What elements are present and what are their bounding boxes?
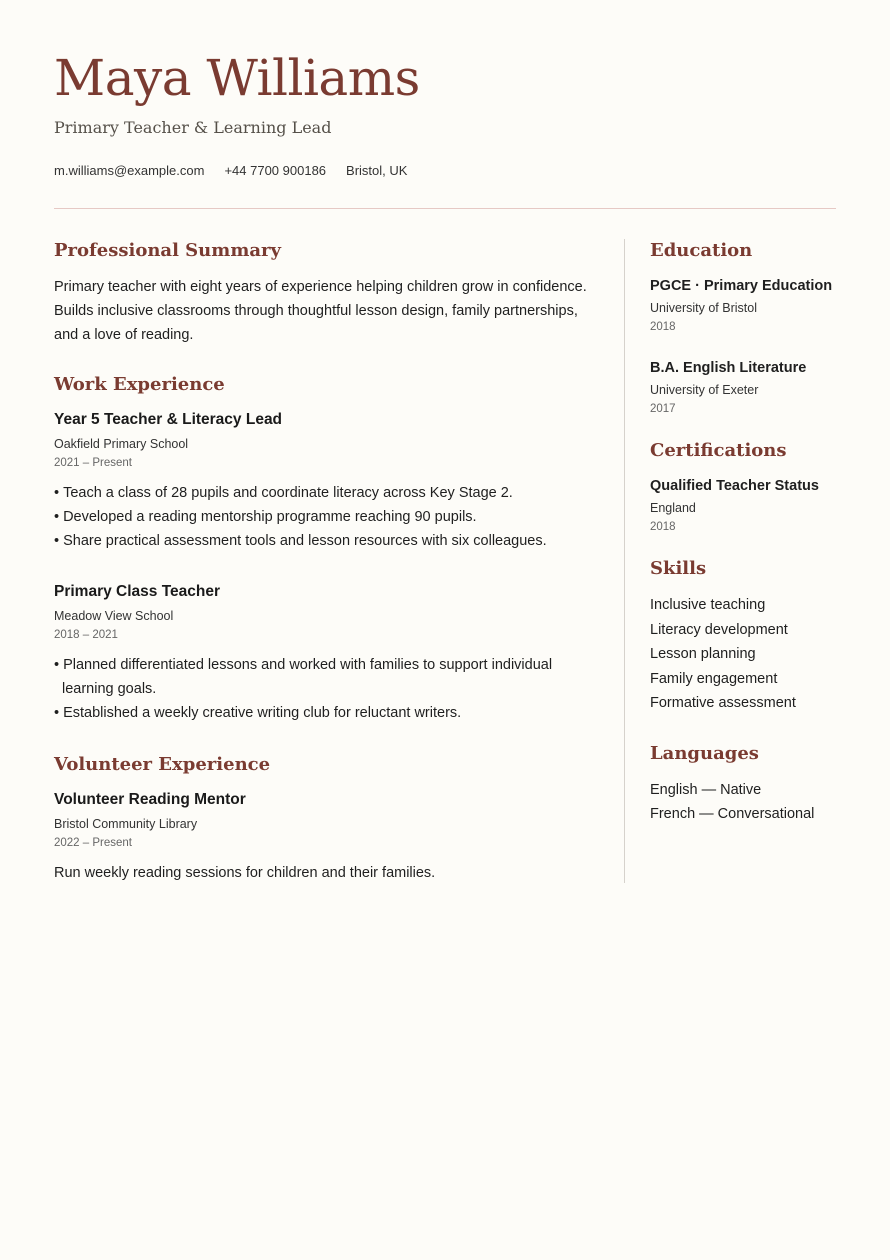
summary-text: Primary teacher with eight years of experience helping children grow in confidence. Builds inclusive classrooms through thoughtful lesson design, family partnerships, and a love of reading.	[54, 279, 587, 343]
skill-item: Family engagement	[650, 670, 778, 687]
skill-item: Literacy development	[650, 621, 788, 638]
education-school: University of Exeter	[650, 383, 759, 397]
contact-row	[54, 162, 836, 180]
section-heading: Professional Summary	[54, 240, 281, 261]
section-heading: Education	[650, 240, 753, 261]
job-bullets	[54, 653, 594, 725]
main-column	[54, 239, 624, 905]
section-heading: Certifications	[650, 440, 787, 461]
job-entry	[54, 409, 594, 553]
contact-phone: +44 7700 900186	[224, 163, 327, 178]
bullet-item: • Teach a class of 28 pupils and coordinate literacy across Key Stage 2.	[54, 481, 594, 505]
education-degree: B.A. English Literature	[650, 360, 807, 376]
education-degree: PGCE · Primary Education	[650, 278, 833, 294]
education-section	[650, 239, 836, 417]
certification-entry	[650, 475, 836, 535]
skill-item: Lesson planning	[650, 646, 756, 662]
bullet-item: • Established a weekly creative writing club for reluctant writers.	[54, 701, 594, 725]
contact-email: m.williams@example.com	[54, 163, 205, 178]
job-entry	[54, 581, 594, 725]
bullet-item: • Share practical assessment tools and lesson resources with six colleagues.	[54, 529, 594, 553]
job-title: Primary Teacher & Learning Lead	[54, 118, 332, 137]
volunteer-title: Volunteer Reading Mentor	[54, 791, 246, 808]
job-entry-dates: 2021 – Present	[54, 457, 133, 469]
job-entry-dates: 2018 – 2021	[54, 629, 118, 641]
volunteer-org: Bristol Community Library	[54, 817, 198, 831]
education-school: University of Bristol	[650, 301, 757, 315]
skill-item: Formative assessment	[650, 695, 796, 711]
summary-section	[54, 239, 594, 347]
bullet-item: • Developed a reading mentorship programme reaching 90 pupils.	[54, 505, 594, 529]
skills-list	[650, 593, 836, 716]
certifications-section	[650, 439, 836, 535]
header-divider	[54, 208, 836, 209]
bullet-item: • Planned differentiated lessons and worked with families to support individual learning goals.	[54, 653, 594, 701]
sidebar-column	[625, 239, 836, 905]
volunteer-dates: 2022 – Present	[54, 837, 133, 849]
job-entry-title: Primary Class Teacher	[54, 583, 221, 600]
certification-title: Qualified Teacher Status	[650, 478, 819, 494]
volunteer-section	[54, 753, 594, 885]
education-year: 2018	[650, 321, 676, 333]
section-heading: Work Experience	[54, 374, 225, 395]
language-item: French — Conversational	[650, 806, 815, 822]
skills-section	[650, 557, 836, 716]
section-heading: Skills	[650, 558, 707, 579]
job-entry-title: Year 5 Teacher & Literacy Lead	[54, 411, 283, 428]
contact-location: Bristol, UK	[346, 163, 408, 178]
candidate-name: Maya Williams	[54, 49, 420, 107]
certification-year: 2018	[650, 521, 676, 533]
content-columns	[54, 239, 836, 905]
skill-item: Inclusive teaching	[650, 597, 766, 613]
education-entry	[650, 275, 836, 335]
education-year: 2017	[650, 403, 676, 415]
language-item: English — Native	[650, 781, 762, 798]
volunteer-text: Run weekly reading sessions for children and their families.	[54, 865, 436, 881]
job-entry-org: Oakfield Primary School	[54, 437, 189, 451]
section-heading: Volunteer Experience	[54, 754, 271, 775]
job-entry-org: Meadow View School	[54, 609, 174, 623]
section-heading: Languages	[650, 742, 759, 764]
languages-list	[650, 778, 836, 827]
certification-issuer: England	[650, 501, 696, 515]
work-section	[54, 373, 594, 725]
languages-section	[650, 742, 836, 827]
job-bullets	[54, 481, 594, 553]
education-entry	[650, 357, 836, 417]
resume-header	[54, 0, 836, 209]
